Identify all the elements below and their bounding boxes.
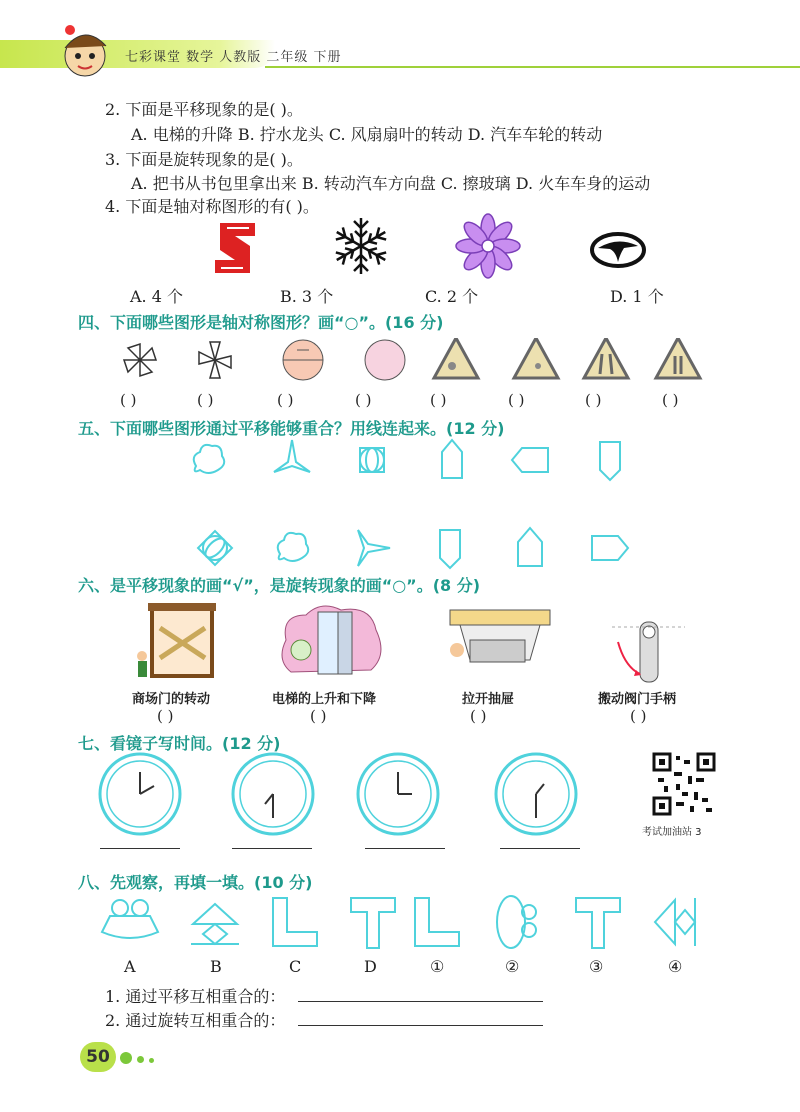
s8-line2-label: 2. 通过旋转互相重合的： [105,1011,286,1030]
section8-title: 八、先观察，再填一填。(10 分) [78,873,313,892]
pentagon-left-icon [512,448,548,472]
cloud-icon-2 [278,533,309,561]
q4-option-c: C. 2 个 [425,287,479,306]
answer-paren[interactable]: ( ) [157,707,174,725]
mascot-icon [50,18,120,83]
pinwheel-icon [124,344,156,376]
suzuki-logo-icon [205,218,265,278]
header-title: 七彩课堂 数学 人教版 二年级 下册 [125,50,342,65]
answer-line[interactable] [500,848,580,849]
clock-icon-1 [100,754,180,834]
pentagon-right-icon [592,536,628,560]
s6-label-2: 电梯的上升和下降 [272,692,377,707]
mirror-clocks [98,752,588,862]
section7-title: 七、看镜子写时间。(12 分) [78,734,281,753]
answer-paren[interactable]: ( ) [355,391,372,409]
l-shape-icon-2 [415,898,459,946]
section4-title: 四、下面哪些图形是轴对称图形？画“○”。(16 分) [78,313,444,332]
lantern-icon [360,448,384,472]
fig-label-a: A [124,957,136,976]
s6-label-4: 搬动阀门手柄 [598,692,677,707]
answer-paren[interactable]: ( ) [585,391,602,409]
elevator-image [276,600,388,682]
frog-rotated-icon [497,896,536,948]
q2-options: A. 电梯的升降 B. 拧水龙头 C. 风扇扇叶的转动 D. 汽车车轮的转动 [131,125,603,144]
fig-label-3: ③ [589,957,604,976]
section5-title: 五、下面哪些图形通过平移能够重合？用线连起来。(12 分) [78,419,505,438]
l-shape-icon [273,898,317,946]
fig-label-c: C [289,957,302,976]
tri-diamond-icon [191,904,239,944]
q4-option-d: D. 1 个 [610,287,664,306]
tri-diamond-rotated-icon [655,898,695,946]
s8-line1-blank[interactable] [298,1001,543,1002]
section8-figures [95,892,705,952]
revolving-door-image [130,598,220,683]
answer-paren[interactable]: ( ) [508,391,525,409]
lantern-tilted-icon [198,531,232,565]
qr-caption: 考试加油站 3 [642,827,702,838]
pentagon-down-icon-2 [440,530,460,568]
q4-option-a: A. 4 个 [130,287,183,306]
s8-line1-label: 1. 通过平移互相重合的： [105,987,286,1006]
answer-paren[interactable]: ( ) [430,391,447,409]
answer-paren[interactable]: ( ) [197,391,214,409]
answer-paren[interactable]: ( ) [630,707,647,725]
s8-line2-blank[interactable] [298,1025,543,1026]
t-shape-icon [351,898,395,948]
pentagon-up-icon [442,440,462,478]
section6-title: 六、是平移现象的画“√”，是旋转现象的画“○”。(8 分) [78,576,481,595]
section5-figures [180,438,640,578]
valve-handle-image [610,612,690,692]
pentagon-down-icon [600,442,620,480]
warning-sign-icon-3 [584,338,628,378]
answer-paren[interactable]: ( ) [470,707,487,725]
fig-label-d: D [364,957,377,976]
warning-sign-icon-4 [656,338,700,378]
snowflake-outline-icon [199,342,231,378]
drawer-image [445,605,555,677]
fig-label-b: B [210,957,222,976]
qr-code-icon[interactable] [652,752,716,816]
q3-options: A. 把书从书包里拿出来 B. 转动汽车方向盘 C. 擦玻璃 D. 火车车身的运动 [131,174,651,193]
dot-icon [137,1056,144,1063]
answer-paren[interactable]: ( ) [310,707,327,725]
header-rule [265,66,800,68]
q2-stem: 2. 下面是平移现象的是( )。 [105,100,303,119]
s6-label-1: 商场门的转动 [132,692,211,707]
cloud-icon [194,445,225,473]
q3-stem: 3. 下面是旋转现象的是( )。 [105,150,303,169]
purple-flower-icon [455,213,521,279]
snowflake-icon [330,215,392,277]
circle-icon [365,340,405,380]
pentagon-up-icon-2 [518,528,542,566]
answer-line[interactable] [232,848,312,849]
warning-sign-icon-2 [514,338,558,378]
fig-label-2: ② [505,957,520,976]
warning-sign-icon-1 [434,338,478,378]
section4-figures [118,338,718,388]
fig-label-1: ① [430,957,445,976]
fig-label-4: ④ [668,957,683,976]
q4-stem: 4. 下面是轴对称图形的有( )。 [105,197,319,216]
answer-paren[interactable]: ( ) [120,391,137,409]
page-number: 50 [80,1042,116,1072]
dot-icon [120,1052,132,1064]
answer-paren[interactable]: ( ) [277,391,294,409]
split-circle-icon [283,340,323,380]
tri-star-icon [274,440,310,472]
q4-option-b: B. 3 个 [280,287,334,306]
dot-icon [149,1058,154,1063]
daihatsu-logo-icon [590,232,646,268]
clock-icon-3 [358,754,438,834]
s6-label-3: 拉开抽屉 [462,692,515,707]
clock-icon-2 [233,754,313,834]
frog-shape-icon [102,900,158,938]
answer-line[interactable] [100,848,180,849]
clock-icon-4 [496,754,576,834]
answer-line[interactable] [365,848,445,849]
tri-star-rotated-icon [358,530,390,566]
answer-paren[interactable]: ( ) [662,391,679,409]
t-shape-icon-2 [576,898,620,948]
